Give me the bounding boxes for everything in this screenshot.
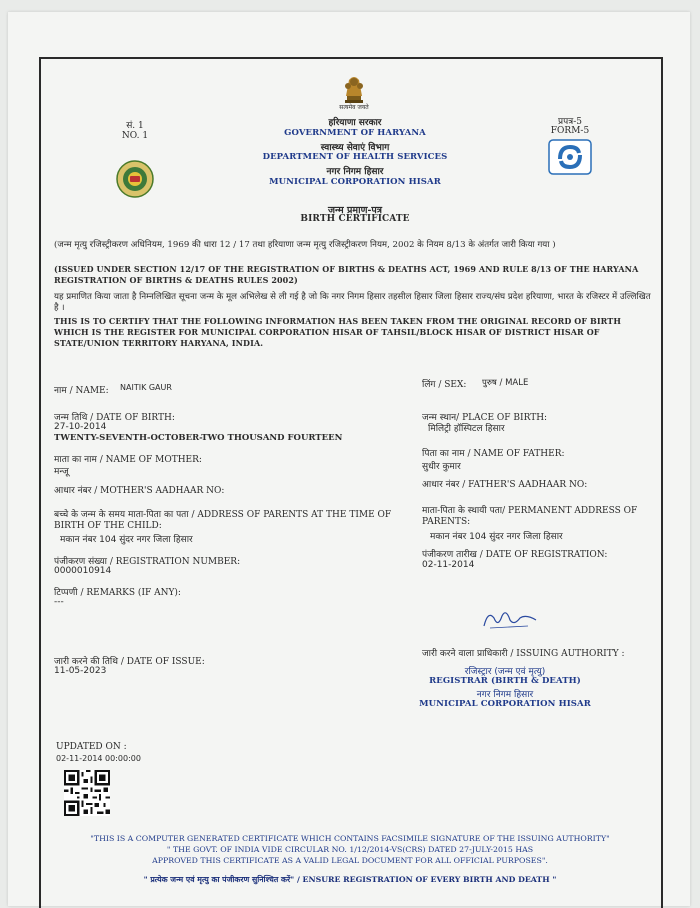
name-value: NAITIK GAUR	[120, 383, 172, 392]
govt-hindi: हरियाणा सरकार	[328, 118, 382, 128]
authority-corp-hindi: नगर निगम हिसार	[476, 690, 534, 700]
emblem-caption: सत्यमेव जयते	[339, 104, 369, 111]
footer-slogan: " प्रत्येक जन्म एवं मृत्यु का पंजीकरण सुनिश्चित करें" / ENSURE REGISTRATION OF EVERY BIRTH AND DEATH "	[143, 875, 557, 884]
footer-line-1: "THIS IS A COMPUTER GENERATED CERTIFICATE WHICH CONTAINS FACSIMILE SIGNATURE OF THE ISSUING AUTHORITY"	[90, 834, 610, 843]
updated-on-label: UPDATED ON :	[56, 742, 127, 752]
registration-number-label: पंजीकरण संख्या / REGISTRATION NUMBER:	[54, 557, 241, 567]
sr-no-english: NO. 1	[121, 131, 149, 141]
dept-english: DEPARTMENT OF HEALTH SERVICES	[262, 152, 448, 162]
issued-under-english: (ISSUED UNDER SECTION 12/17 OF THE REGISTRATION OF BIRTHS & DEATHS ACT, 1969 AND RULE 8/13 OF THE HARYANA REGISTRATION OF BIRTHS & DEATHS RULES 2002)	[54, 264, 639, 285]
sex-label: लिंग / SEX:	[422, 380, 467, 390]
birth-address-value: मकान नंबर 104 सुंदर नगर जिला हिसार	[60, 535, 193, 545]
issuing-authority-label: जारी करने वाला प्राधिकारी / ISSUING AUTHORITY :	[422, 649, 625, 659]
name-label: नाम / NAME:	[54, 386, 109, 396]
mother-aadhaar-label: आधार नंबर / MOTHER'S AADHAAR NO:	[54, 486, 225, 496]
mother-name-value: मन्जू	[54, 467, 69, 477]
issue-date-value: 11-05-2023	[54, 666, 107, 676]
sr-no-hindi: सं. 1	[126, 121, 144, 131]
dept-hindi: स्वास्थ्य सेवाएं विभाग	[320, 143, 390, 153]
issued-under-hindi: (जन्म मृत्यु रजिस्ट्रीकरण अधिनियम, 1969 की धारा 12 / 17 तथा हरियाणा जन्म मृत्यु रजिस्ट्रीकरण नियम, 2002 के नियम 8/13 के अंतर्गत जारी किया गया )	[54, 240, 556, 250]
pob-value: मिलिट्री हॉस्पिटल हिसार	[428, 424, 505, 434]
certify-hindi: यह प्रमाणित किया जाता है निम्नलिखित सूचना जन्म के मूल अभिलेख से ली गई है जो कि नगर निगम हिसार तहसील हिसार जिला हिसार राज्य/संघ प्रदेश हरियाणा, भारत के रजिस्टर में उल्लिखित है ।	[54, 292, 651, 313]
qr-code-icon	[64, 770, 110, 816]
remarks-value: ---	[54, 597, 64, 607]
title-english: BIRTH CERTIFICATE	[300, 214, 410, 224]
permanent-address-label: माता-पिता के स्थायी पता/ PERMANENT ADDRESS OF PARENTS:	[422, 506, 638, 527]
form-number-hindi: प्रपत्र-5	[558, 117, 582, 127]
registration-number-value: 0000010914	[54, 566, 112, 576]
footer-line-3: APPROVED THIS CERTIFICATE AS A VALID LEGAL DOCUMENT FOR ALL OFFICIAL PURPOSES".	[152, 856, 548, 865]
title-hindi: जन्म प्रमाण-पत्र	[327, 205, 383, 216]
father-name-label: पिता का नाम / NAME OF FATHER:	[422, 449, 565, 459]
signature-icon	[480, 606, 540, 632]
form-number-english: FORM-5	[550, 126, 590, 136]
corp-hindi: नगर निगम हिसार	[326, 167, 384, 177]
dob-words: TWENTY-SEVENTH-OCTOBER-TWO THOUSAND FOURTEEN	[54, 433, 343, 443]
crs-logo-icon	[548, 139, 592, 175]
footer-line-2: " THE GOVT. OF INDIA VIDE CIRCULAR NO. 1/12/2014-VS(CRS) DATED 27-JULY-2015 HAS	[166, 845, 534, 854]
issue-date-label: जारी करने की तिथि / DATE OF ISSUE:	[54, 657, 205, 667]
sex-value: पुरुष / MALE	[482, 378, 529, 388]
registrar-english: REGISTRAR (BIRTH & DEATH)	[429, 676, 581, 686]
remarks-label: टिप्पणी / REMARKS (IF ANY):	[54, 588, 181, 598]
certify-english: THIS IS TO CERTIFY THAT THE FOLLOWING INFORMATION HAS BEEN TAKEN FROM THE ORIGINAL RECORD OF BIRTH WHICH IS THE REGISTER FOR MUNICIPAL CORPORATION HISAR OF TAHSIL/BLOCK HISAR OF DISTRICT HISAR OF STATE/UNION TERRITORY HARYANA, INDIA.	[54, 316, 622, 348]
registration-date-label: पंजीकरण तारीख / DATE OF REGISTRATION:	[422, 550, 608, 560]
father-aadhaar-label: आधार नंबर / FATHER'S AADHAAR NO:	[422, 480, 588, 490]
pob-label: जन्म स्थान/ PLACE OF BIRTH:	[422, 413, 548, 423]
registration-date-value: 02-11-2014	[422, 560, 475, 570]
birth-address-label: बच्चे के जन्म के समय माता-पिता का पता / ADDRESS OF PARENTS AT THE TIME OF BIRTH OF THE CHILD:	[54, 510, 392, 531]
dob-value: 27-10-2014	[54, 422, 107, 432]
father-name-value: सुधीर कुमार	[422, 462, 461, 472]
registrar-hindi: रजिस्ट्रार (जन्म एवं मृत्यु)	[464, 667, 546, 677]
authority-corp-english: MUNICIPAL CORPORATION HISAR	[419, 699, 591, 709]
govt-english: GOVERNMENT OF HARYANA	[284, 128, 426, 138]
corp-english: MUNICIPAL CORPORATION HISAR	[269, 177, 441, 187]
permanent-address-value: मकान नंबर 104 सुंदर नगर जिला हिसार	[430, 532, 563, 542]
mother-name-label: माता का नाम / NAME OF MOTHER:	[54, 455, 202, 465]
haryana-seal-icon	[116, 160, 154, 198]
updated-on-value: 02-11-2014 00:00:00	[56, 754, 141, 763]
dob-label: जन्म तिथि / DATE OF BIRTH:	[54, 413, 175, 423]
